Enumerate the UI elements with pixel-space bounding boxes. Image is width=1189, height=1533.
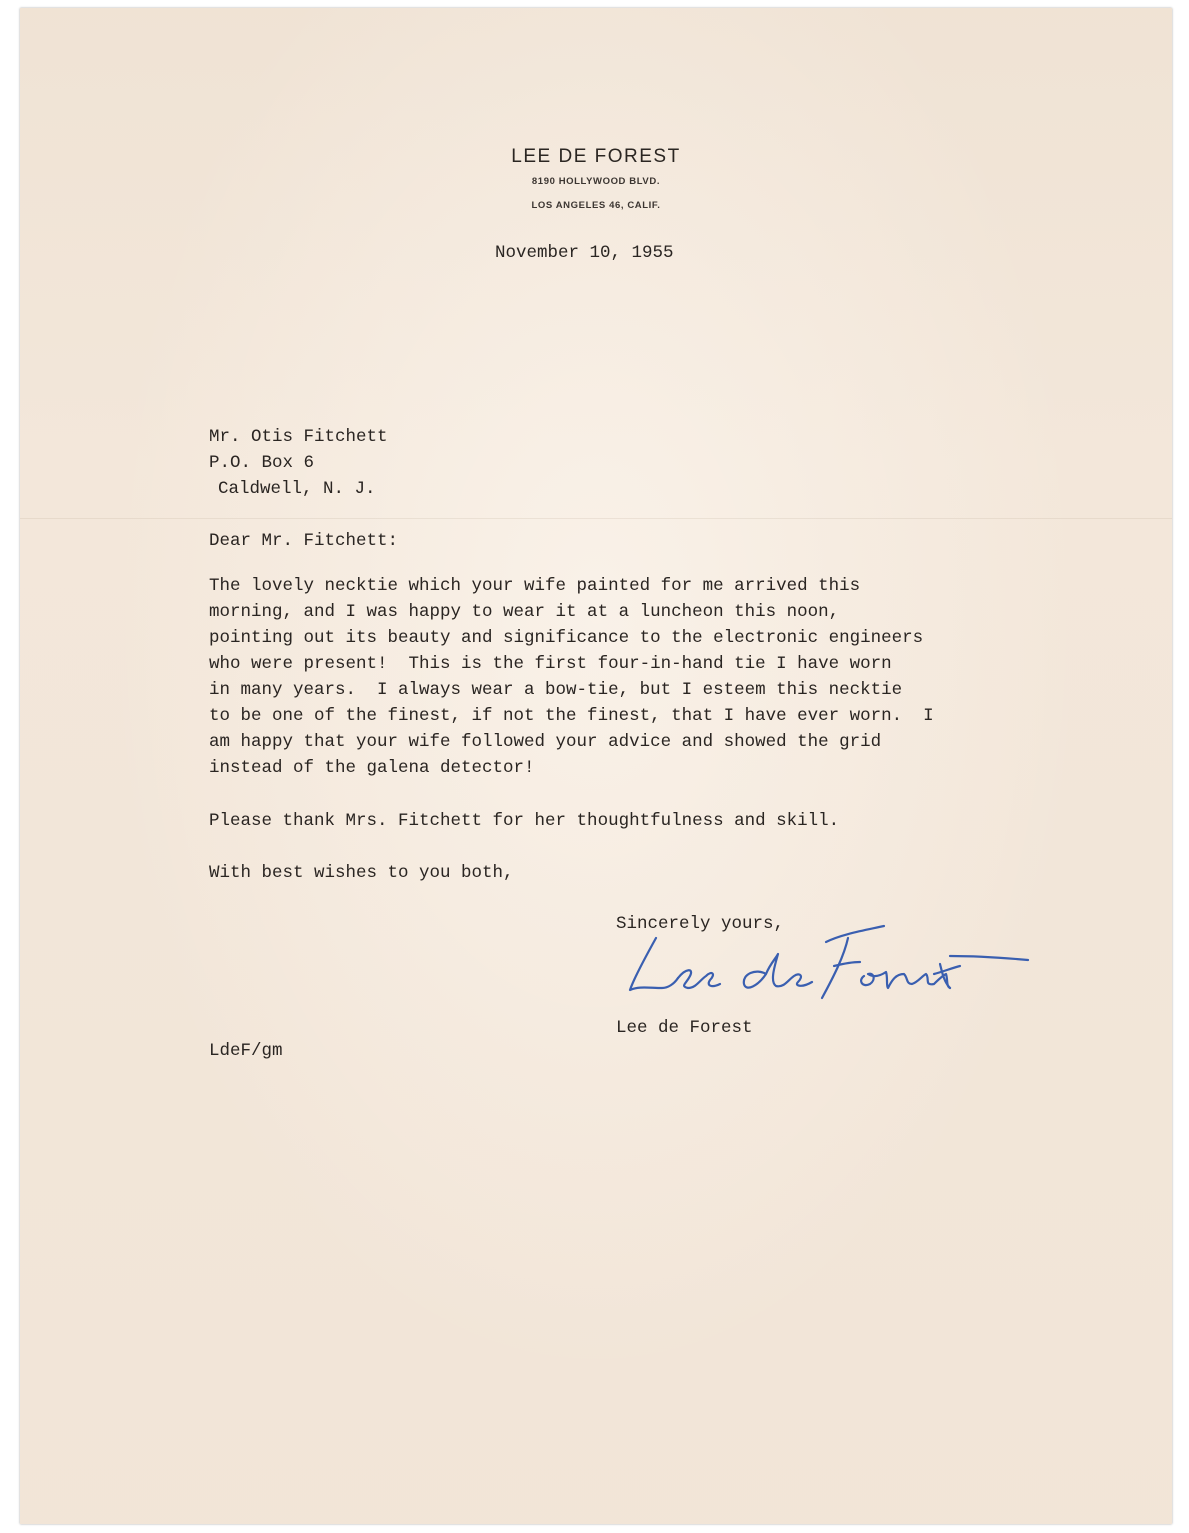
wishes-paragraph: With best wishes to you both,	[209, 863, 514, 883]
body-line: am happy that your wife followed your advice and showed the grid	[209, 732, 882, 752]
letterhead-name: LEE DE FOREST	[511, 146, 681, 167]
recipient-city: Caldwell, N. J.	[218, 479, 376, 499]
body-line: pointing out its beauty and significance to the electronic engineers	[209, 628, 924, 648]
body-line: in many years. I always wear a bow-tie, but I esteem this necktie	[209, 680, 903, 700]
letterhead-address-street: 8190 HOLLYWOOD BLVD.	[531, 176, 661, 187]
letterhead-address-city: LOS ANGELES 46, CALIF.	[531, 200, 661, 211]
typed-signature-name: Lee de Forest	[616, 1018, 753, 1038]
paper-fold-line	[20, 518, 1172, 519]
body-line: to be one of the finest, if not the finest, that I have ever worn. I	[209, 706, 934, 726]
recipient-po-box: P.O. Box 6	[209, 453, 315, 473]
body-line: The lovely necktie which your wife painted for me arrived this	[209, 576, 861, 596]
handwritten-signature	[616, 916, 1036, 1006]
reference-initials: LdeF/gm	[209, 1041, 283, 1061]
body-line: morning, and I was happy to wear it at a luncheon this noon,	[209, 602, 840, 622]
closing: Sincerely yours,	[616, 914, 785, 934]
thanks-paragraph: Please thank Mrs. Fitchett for her thoughtfulness and skill.	[209, 811, 840, 831]
body-line: instead of the galena detector!	[209, 758, 535, 778]
recipient-name: Mr. Otis Fitchett	[209, 427, 388, 447]
letter-page	[20, 8, 1172, 1524]
salutation: Dear Mr. Fitchett:	[209, 531, 399, 551]
letter-date: November 10, 1955	[495, 243, 674, 263]
body-line: who were present! This is the first four-in-hand tie I have worn	[209, 654, 892, 674]
